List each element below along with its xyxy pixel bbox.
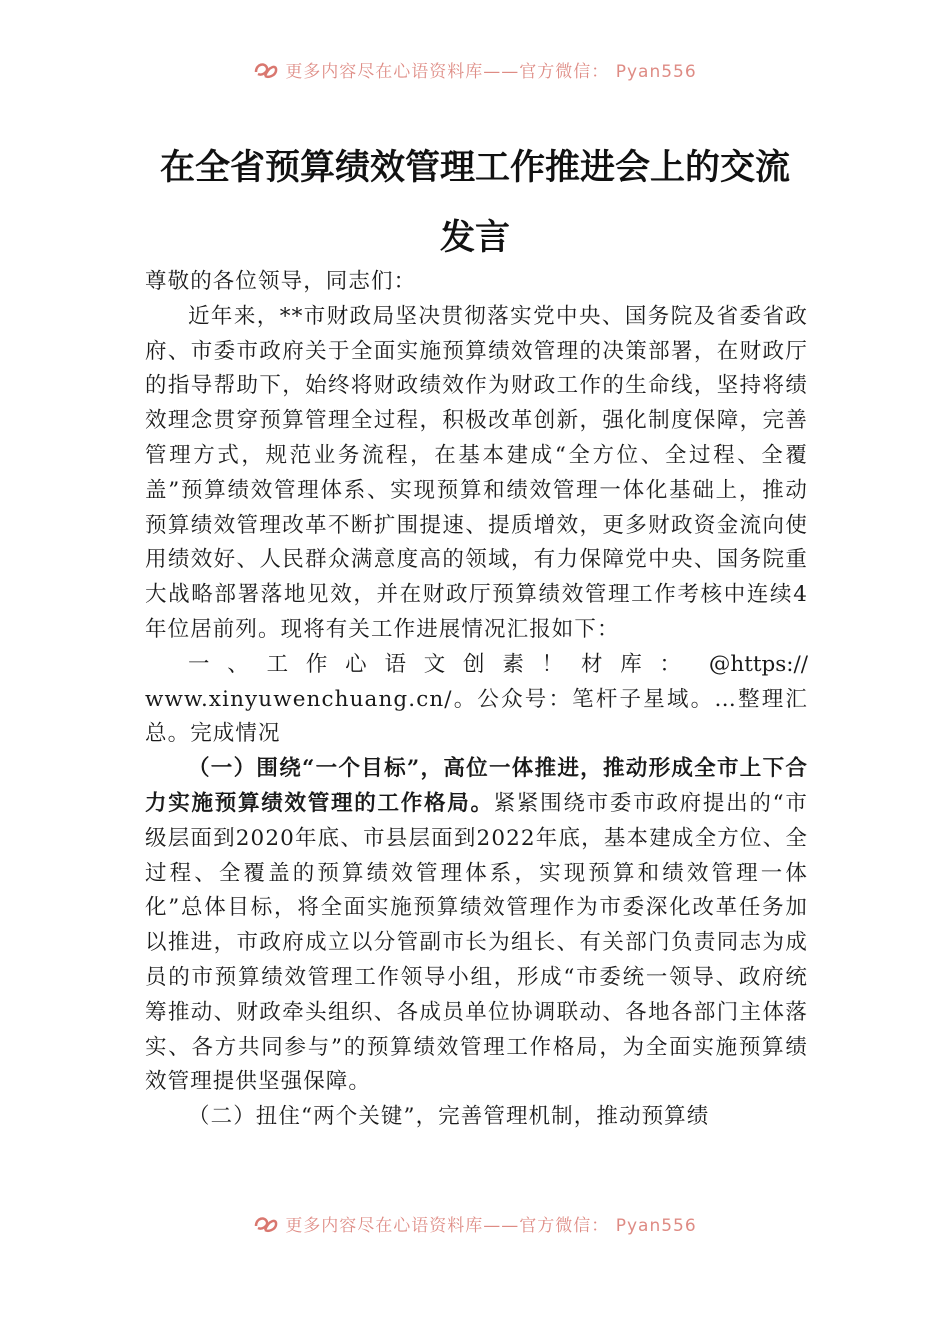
intro-paragraph: 近年来，**市财政局坚决贯彻落实党中央、国务院及省委省政府、市委市政府关于全面实施预算绩效管理的决策部署，在财政厅的指导帮助下，始终将财政绩效作为财政工作的生命线，坚持将绩效理念贯穿预算管理全过程，积极改革创新，强化制度保障，完善管理方式，规范业务流程，在基本建成“全方位、全过程、全覆盖”预算绩效管理体系、实现预算和绩效管理一体化基础上，推动预算绩效管理改革不断扩围提速、提质增效，更多财政资金流向使用绩效好、人民群众满意度高的领域，有力保障党中央、国务院重大战略部署落地见效，并在财政厅预算绩效管理工作考核中连续4年位居前列。现将有关工作进展情况汇报如下： [145, 303, 808, 642]
brand-logo-icon [253, 58, 279, 80]
page-title: 在全省预算绩效管理工作推进会上的交流 [159, 147, 790, 188]
subsection-1-body: 紧紧围绕市委市政府提出的“市级层面到2020年底、市县层面到2022年底，基本建成全方位、全过程、全覆盖的预算绩效管理体系，实现预算和绩效管理一体化”总体目标，将全面实施预算绩效管理作为市委深化改革任务加以推进，市政府成立以分管副市长为组长、有关部门负责同志为成员的市预算绩效管理工作领导小组，形成“市委统一领导、政府统筹推动、财政牵头组织、各成员单位协调联动、各地各部门主体落实、各方共同参与”的预算绩效管理工作格局，为全面实施预算绩效管理提供坚强保障。 [145, 790, 808, 1095]
document-body [145, 265, 808, 1135]
section-1-heading-text: 一、工作心语文创素！材库： [188, 651, 699, 677]
section-1-heading-continued: www.xinyuwenchuang.cn/。公众号：笔杆子星域。…整理汇总。完成情况 [145, 686, 808, 747]
watermark-text: 更多内容尽在心语资料库——官方微信： Pyan556 [285, 61, 697, 82]
watermark-footer [0, 1208, 950, 1238]
brand-logo-icon [253, 1212, 279, 1234]
subsection-1-lead: （一）围绕“一个目标”，高位一体推进，推动形成全市上下合力实施预算绩效管理的工作格局。 [145, 756, 808, 816]
subsection-1-paragraph [145, 752, 808, 1100]
section-1-url-start: @https:// [708, 651, 808, 677]
watermark-text: 更多内容尽在心语资料库——官方微信： Pyan556 [285, 1215, 697, 1236]
salutation: 尊敬的各位领导，同志们： [145, 269, 417, 294]
page-title-continued: 发言 [439, 217, 510, 258]
section-1-heading [145, 648, 808, 683]
watermark-header [0, 54, 950, 84]
subsection-2-start: （二）扭住“两个关键”，完善管理机制，推动预算绩 [188, 1104, 710, 1130]
